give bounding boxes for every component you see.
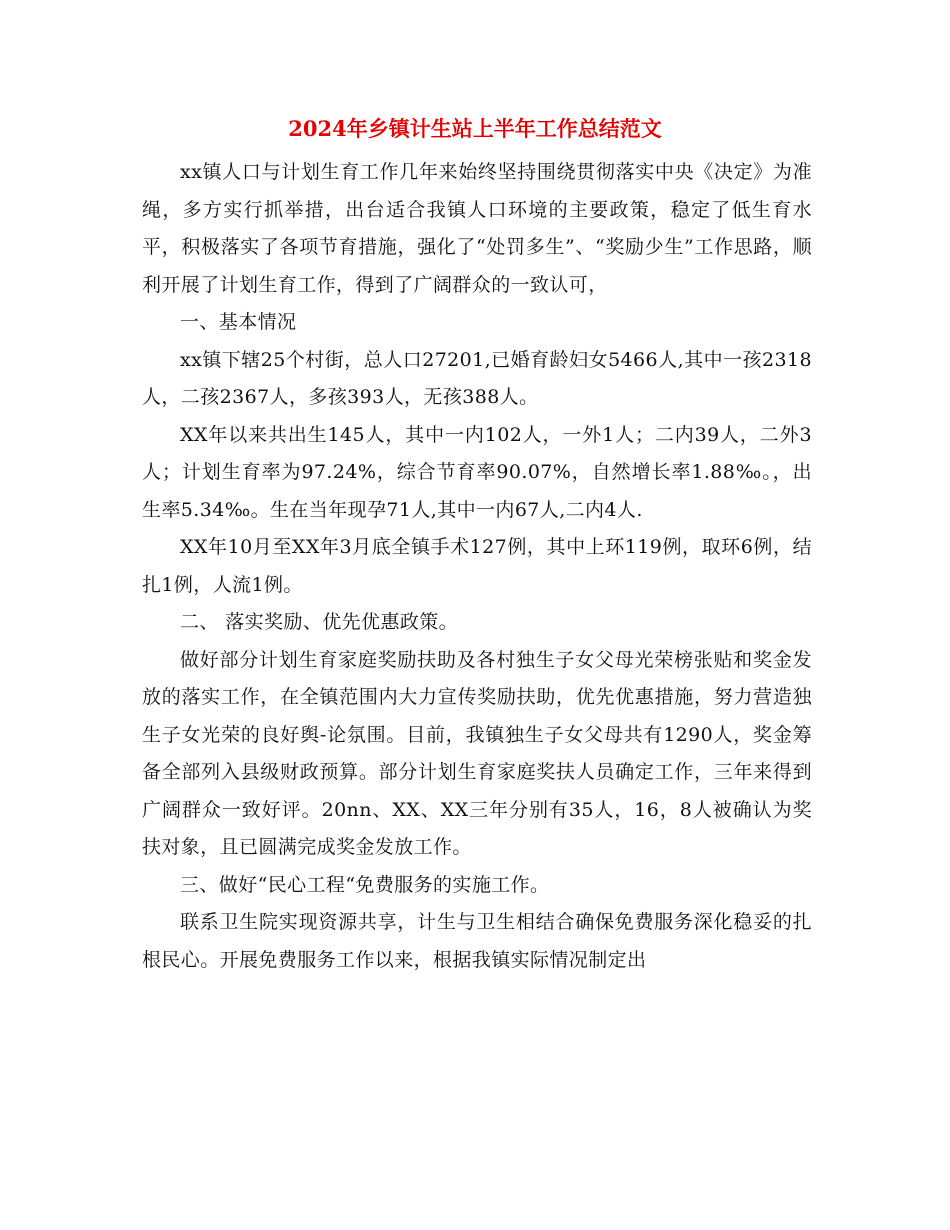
incentive-policy-paragraph: 做好部分计划生育家庭奖励扶助及各村独生子女父母光荣榜张贴和奖金发放的落实工作，在全镇范围内大力宣传奖励扶助，优先优惠措施，努力营造独生子女光荣的良好舆-论氛围。目前，我镇独生子女父母共有1290人，奖金筹备全部列入县级财政预算。部分计划生育家庭奖扶人员确定工作，三年来得到广阔群众一致好评。20nn、XX、XX三年分别有35人，16，8人被确认为奖扶对象，且已圆满完成奖金发放工作。 — [142, 648, 812, 858]
free-service-paragraph: 联系卫生院实现资源共享，计生与卫生相结合确保免费服务深化稳妥的扎根民心。开展免费服务工作以来，根据我镇实际情况制定出 — [142, 911, 812, 971]
section-heading-basic-situation: 一、基本情况 — [180, 311, 297, 333]
document-body — [142, 154, 812, 979]
document-title: 2024年乡镇计生站上半年工作总结范文 — [288, 116, 662, 141]
section-heading-incentive-policy: 二、 落实奖励、优先优惠政策。 — [180, 611, 459, 633]
section-heading-free-service: 三、做好“民心工程“免费服务的实施工作。 — [180, 873, 550, 896]
surgery-statistics-paragraph: XX年10月至XX年3月底全镇手术127例，其中上环119例，取环6例，结扎1例，人流1例。 — [142, 536, 812, 596]
birth-statistics-paragraph: XX年以来共出生145人，其中一内102人，一外1人；二内39人，二外3人；计划生育率为97.24%，综合节育率90.07%，自然增长率1.88‰。，出生率5.34‰。生在当年现孕71人,其中一内67人,二内4人. — [142, 423, 812, 521]
population-paragraph: xx镇下辖25个村街，总人口27201,已婚育龄妇女5466人,其中一孩2318人，二孩2367人，多孩393人，无孩388人。 — [142, 348, 812, 408]
intro-paragraph: xx镇人口与计划生育工作几年来始终坚持围绕贯彻落实中央《决定》为准绳，多方实行抓举措，出台适合我镇人口环境的主要政策，稳定了低生育水平，积极落实了各项节育措施，强化了“处罚多生”、“奖励少生”工作思路，顺利开展了计划生育工作，得到了广阔群众的一致认可， — [142, 161, 812, 296]
